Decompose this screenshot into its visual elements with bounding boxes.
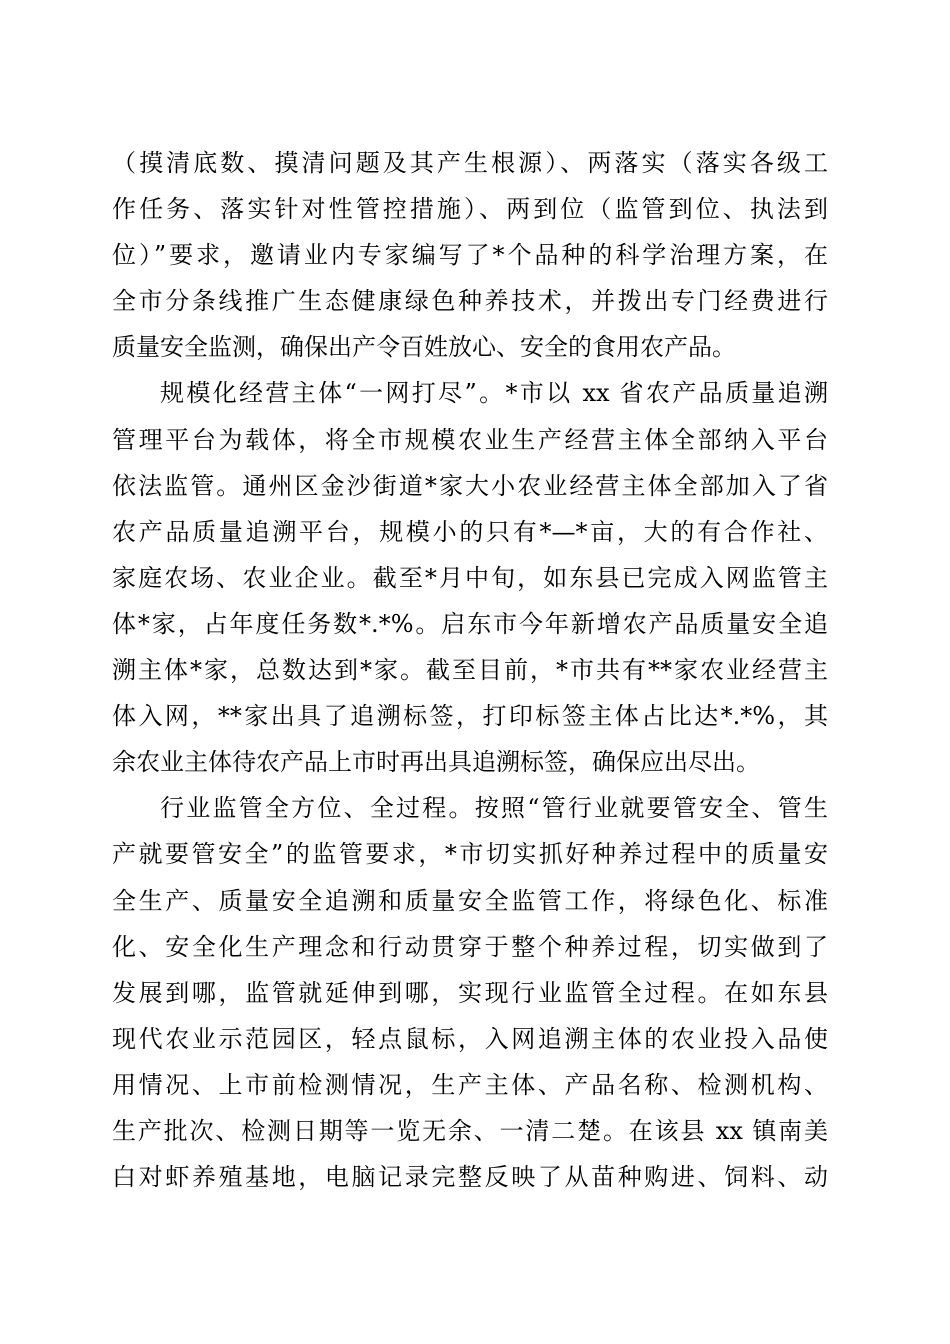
text-line: 溯主体*家，总数达到*家。截至目前，*市共有**家农业经营主 <box>112 656 828 685</box>
text-line: 体*家，占年度任务数*.*%。启东市今年新增农产品质量安全追 <box>112 609 828 638</box>
text-line: 余农业主体待农产品上市时再出具追溯标签，确保应出尽出。 <box>112 748 760 777</box>
text-line: 全生产、质量安全追溯和质量安全监管工作，将绿色化、标准 <box>112 886 828 915</box>
text-line: （摸清底数、摸清问题及其产生根源）、两落实（落实各级工 <box>112 149 828 177</box>
text-line: 农产品质量追溯平台，规模小的只有*—*亩，大的有合作社、 <box>112 517 828 546</box>
text-line: 管理平台为载体，将全市规模农业生产经营主体全部纳入平台 <box>112 425 828 454</box>
text-line: 生产批次、检测日期等一览无余、一清二楚。在该县 xx 镇南美 <box>112 1116 828 1145</box>
text-line: 规模化经营主体“一网打尽”。*市以 xx 省农产品质量追溯 <box>160 379 828 408</box>
text-line: 全市分条线推广生态健康绿色种养技术，并拨出专门经费进行 <box>112 287 828 316</box>
text-line: 现代农业示范园区，轻点鼠标，入网追溯主体的农业投入品使 <box>112 1024 828 1053</box>
text-line: 作任务、落实针对性管控措施）、两到位（监管到位、执法到 <box>112 195 828 224</box>
text-line: 用情况、上市前检测情况，生产主体、产品名称、检测机构、 <box>112 1070 828 1099</box>
text-line: 位）”要求，邀请业内专家编写了*个品种的科学治理方案，在 <box>112 241 828 270</box>
paragraph <box>112 370 828 785</box>
paragraph <box>112 140 828 370</box>
text-line: 质量安全监测，确保出产令百姓放心、安全的食用农产品。 <box>112 333 736 362</box>
body-text <box>112 140 828 1200</box>
text-line: 发展到哪，监管就延伸到哪，实现行业监管全过程。在如东县 <box>112 978 828 1007</box>
paragraph <box>112 785 828 1200</box>
text-line: 依法监管。通州区金沙街道*家大小农业经营主体全部加入了省 <box>112 471 828 500</box>
text-line: 家庭农场、农业企业。截至*月中旬，如东县已完成入网监管主 <box>112 563 828 592</box>
text-line: 产就要管安全”的监管要求，*市切实抓好种养过程中的质量安 <box>112 840 828 869</box>
text-line: 行业监管全方位、全过程。按照“管行业就要管安全、管生 <box>160 794 828 823</box>
text-line: 体入网，**家出具了追溯标签，打印标签主体占比达*.*%，其 <box>112 702 828 731</box>
text-line: 白对虾养殖基地，电脑记录完整反映了从苗种购进、饲料、动 <box>112 1163 828 1192</box>
text-line: 化、安全化生产理念和行动贯穿于整个种养过程，切实做到了 <box>112 932 828 961</box>
